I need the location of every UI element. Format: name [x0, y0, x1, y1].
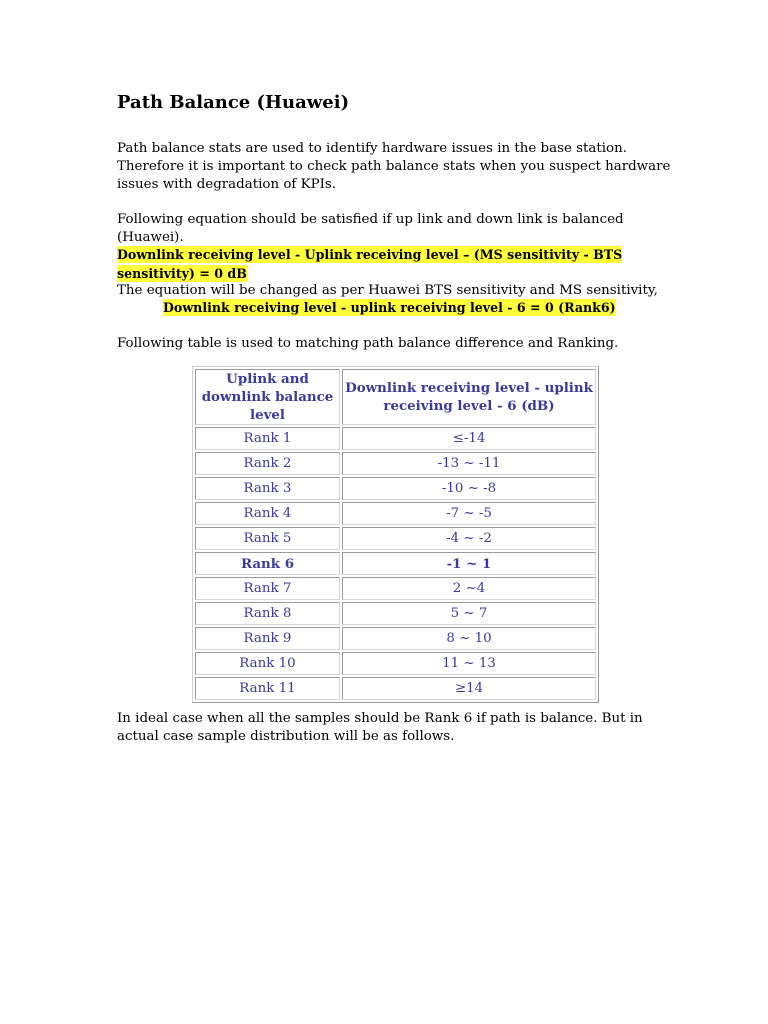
table-row [195, 627, 596, 650]
rank-cell: Rank 11 [195, 677, 340, 700]
range-cell: 8 ~ 10 [342, 627, 596, 650]
range-cell: 2 ~4 [342, 577, 596, 600]
closing-paragraph: In ideal case when all the samples should be Rank 6 if path is balance. But in actual case sample distribution will be as follows. [117, 711, 643, 744]
range-cell: 11 ~ 13 [342, 652, 596, 675]
range-cell: -4 ~ -2 [342, 527, 596, 550]
table-row [195, 577, 596, 600]
table-row-highlighted [195, 552, 596, 575]
table-row [195, 452, 596, 475]
rank-cell: Rank 1 [195, 427, 340, 450]
table-intro-paragraph: Following table is used to matching path balance difference and Ranking. [117, 336, 619, 351]
rank-cell: Rank 2 [195, 452, 340, 475]
table-row [195, 602, 596, 625]
table-row [195, 477, 596, 500]
rank-cell: Rank 5 [195, 527, 340, 550]
rank6-equation [163, 299, 616, 318]
range-cell: -10 ~ -8 [342, 477, 596, 500]
table-row [195, 677, 596, 700]
table-row [195, 502, 596, 525]
table-row [195, 652, 596, 675]
rank6-equation-text: Downlink receiving level - uplink receiving level - 6 = 0 (Rank6) [163, 300, 616, 315]
range-cell: ≤-14 [342, 427, 596, 450]
page-title: Path Balance (Huawei) [117, 92, 350, 113]
intro-paragraph: Path balance stats are used to identify hardware issues in the base station. Therefore it is important to check path balance stats when you suspect hardware issues with degradation of KPIs. [117, 141, 671, 192]
range-cell: -7 ~ -5 [342, 502, 596, 525]
equation-intro-paragraph: Following equation should be satisfied if up link and down link is balanced (Huawei). [117, 212, 624, 245]
balance-equation [117, 246, 677, 284]
table-header-balance-level: Uplink and downlink balance level [195, 369, 340, 425]
range-cell: -1 ~ 1 [342, 552, 596, 575]
rank-cell: Rank 4 [195, 502, 340, 525]
rank-cell: Rank 6 [195, 552, 340, 575]
table-header-level-difference: Downlink receiving level - uplink receiving level - 6 (dB) [342, 369, 596, 425]
rank-cell: Rank 3 [195, 477, 340, 500]
table-row [195, 427, 596, 450]
range-cell: -13 ~ -11 [342, 452, 596, 475]
rank-cell: Rank 8 [195, 602, 340, 625]
table-header-row [195, 369, 596, 425]
rank-cell: Rank 7 [195, 577, 340, 600]
rank-table [192, 366, 599, 703]
rank-cell: Rank 9 [195, 627, 340, 650]
balance-equation-text: Downlink receiving level - Uplink receiving level – (MS sensitivity - BTS sensitivity) = 0 dB [117, 247, 623, 281]
range-cell: 5 ~ 7 [342, 602, 596, 625]
rank-cell: Rank 10 [195, 652, 340, 675]
table-row [195, 527, 596, 550]
range-cell: ≥14 [342, 677, 596, 700]
sensitivity-paragraph: The equation will be changed as per Huawei BTS sensitivity and MS sensitivity, [117, 283, 658, 298]
